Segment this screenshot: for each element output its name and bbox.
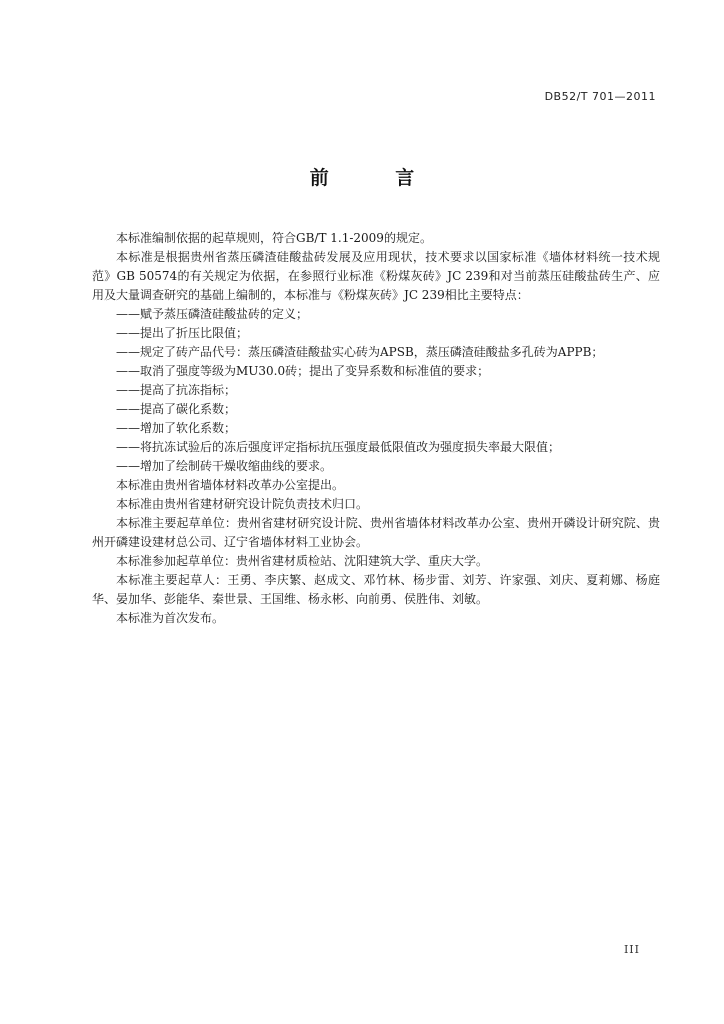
list-item: ——赋予蒸压磷渣硅酸盐砖的定义； [116,307,309,321]
paragraph-proposer: 本标准由贵州省墙体材料改革办公室提出。 [116,478,345,492]
list-item: ——规定了砖产品代号：蒸压磷渣硅酸盐实心砖为APSB，蒸压磷渣硅酸盐多孔砖为APPB； [116,345,604,359]
list-item: ——取消了强度等级为MU30.0砖；提出了变异系数和标准值的要求； [116,364,490,378]
list-item: ——将抗冻试验后的冻后强度评定指标抗压强度最低限值改为强度损失率最大限值； [116,440,561,454]
paragraph-technical-owner: 本标准由贵州省建材研究设计院负责技术归口。 [116,497,369,511]
list-item: ——提出了折压比限值； [116,326,249,340]
paragraph-first-release: 本标准为首次发布。 [116,611,225,625]
document-body [92,229,660,628]
paragraph-participating-units: 本标准参加起草单位：贵州省建材质检站、沈阳建筑大学、重庆大学。 [116,554,489,568]
paragraph-drafters: 本标准主要起草人：王勇、李庆繁、赵成文、邓竹林、杨步雷、刘芳、许家强、刘庆、夏莉娜、杨庭华、晏加华、彭能华、秦世景、王国维、杨永彬、向前勇、侯胜伟、刘敏。 [92,573,660,606]
page-title: 前 言 [309,167,445,189]
list-item: ——提高了抗冻指标； [116,383,237,397]
paragraph-drafting-rules: 本标准编制依据的起草规则，符合GB/T 1.1-2009的规定。 [116,231,432,245]
page-number: III [623,943,640,956]
list-item: ——提高了碳化系数； [116,402,237,416]
paragraph-basis: 本标准是根据贵州省蒸压磷渣硅酸盐砖发展及应用现状，技术要求以国家标准《墙体材料统一技术规范》GB 50574的有关规定为依据，在参照行业标准《粉煤灰砖》JC 239和对当前蒸压硅酸盐砖生产、应用及大量调查研究的基础上编制的，本标准与《粉煤灰砖》JC 239相比主要特点： [92,250,660,302]
document-code: DB52/T 701—2011 [544,90,656,103]
list-item: ——增加了软化系数； [116,421,237,435]
paragraph-main-drafting-units: 本标准主要起草单位：贵州省建材研究设计院、贵州省墙体材料改革办公室、贵州开磷设计研究院、贵州开磷建设建材总公司、辽宁省墙体材料工业协会。 [92,516,660,549]
list-item: ——增加了绘制砖干燥收缩曲线的要求。 [116,459,333,473]
